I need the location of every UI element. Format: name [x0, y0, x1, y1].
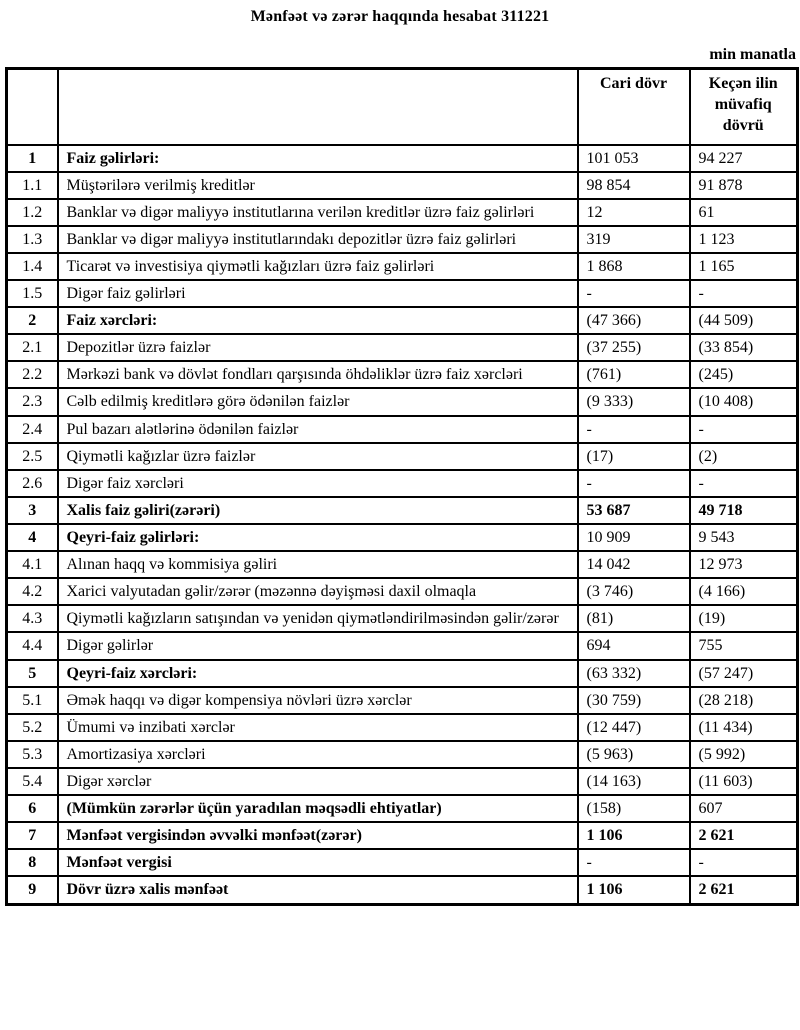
row-label-cell: Cəlb edilmiş kreditlərə görə ödənilən faizlər [58, 388, 578, 415]
row-previous-cell: - [690, 470, 798, 497]
row-label-cell: Faiz gəlirləri: [58, 145, 578, 172]
table-row [7, 687, 798, 714]
row-previous-cell: 12 973 [690, 551, 798, 578]
row-number-cell: 1.4 [7, 253, 58, 280]
row-number-cell: 2.6 [7, 470, 58, 497]
row-current-cell: (14 163) [578, 768, 690, 795]
pnl-table-body [7, 145, 798, 905]
row-number-cell: 8 [7, 849, 58, 876]
table-row [7, 226, 798, 253]
row-number-cell: 9 [7, 876, 58, 904]
pnl-table [5, 67, 799, 906]
row-label-cell: Amortizasiya xərcləri [58, 741, 578, 768]
row-previous-cell: 91 878 [690, 172, 798, 199]
row-current-cell: (9 333) [578, 388, 690, 415]
row-current-cell: (30 759) [578, 687, 690, 714]
row-previous-cell: (57 247) [690, 660, 798, 687]
table-row [7, 795, 798, 822]
table-row [7, 497, 798, 524]
table-row [7, 361, 798, 388]
row-label-cell: Depozitlər üzrə faizlər [58, 334, 578, 361]
row-label-cell: Banklar və digər maliyyə institutlarındakı depozitlər üzrə faiz gəlirləri [58, 226, 578, 253]
row-label-cell: Digər gəlirlər [58, 632, 578, 659]
row-current-cell: 10 909 [578, 524, 690, 551]
row-current-cell: (5 963) [578, 741, 690, 768]
row-current-cell: 12 [578, 199, 690, 226]
row-label-cell: Mənfəət vergisi [58, 849, 578, 876]
table-row [7, 876, 798, 904]
row-label-cell: Qiymətli kağızlar üzrə faizlər [58, 443, 578, 470]
row-label-cell: Ümumi və inzibati xərclər [58, 714, 578, 741]
row-label-cell: Alınan haqq və kommisiya gəliri [58, 551, 578, 578]
row-label-cell: Xarici valyutadan gəlir/zərər (məzənnə dəyişməsi daxil olmaqla [58, 578, 578, 605]
table-row [7, 470, 798, 497]
row-previous-cell: (11 603) [690, 768, 798, 795]
header-number-cell [7, 69, 58, 145]
row-current-cell: 694 [578, 632, 690, 659]
row-previous-cell: 49 718 [690, 497, 798, 524]
row-number-cell: 1.1 [7, 172, 58, 199]
row-previous-cell: (28 218) [690, 687, 798, 714]
page-title: Mənfəət və zərər haqqında hesabat 311221 [250, 8, 550, 25]
row-number-cell: 2.1 [7, 334, 58, 361]
table-row [7, 280, 798, 307]
row-number-cell: 2.4 [7, 416, 58, 443]
row-current-cell: (47 366) [578, 307, 690, 334]
row-previous-cell: 1 165 [690, 253, 798, 280]
header-previous-period-cell: Keçən ilin müvafiq dövrü [690, 69, 798, 145]
row-number-cell: 4.1 [7, 551, 58, 578]
row-label-cell: Qiymətli kağızların satışından və yenidən qiymətləndirilməsindən gəlir/zərər [58, 605, 578, 632]
row-number-cell: 1.2 [7, 199, 58, 226]
row-current-cell: - [578, 849, 690, 876]
row-number-cell: 5.4 [7, 768, 58, 795]
table-row [7, 307, 798, 334]
table-row [7, 199, 798, 226]
table-row [7, 714, 798, 741]
row-label-cell: Ticarət və investisiya qiymətli kağızları üzrə faiz gəlirləri [58, 253, 578, 280]
row-number-cell: 3 [7, 497, 58, 524]
row-current-cell: (158) [578, 795, 690, 822]
row-previous-cell: (5 992) [690, 741, 798, 768]
table-row [7, 443, 798, 470]
row-label-cell: Əmək haqqı və digər kompensiya növləri üzrə xərclər [58, 687, 578, 714]
row-number-cell: 5.1 [7, 687, 58, 714]
row-number-cell: 1 [7, 145, 58, 172]
row-previous-cell: 755 [690, 632, 798, 659]
table-row [7, 416, 798, 443]
row-previous-cell: - [690, 280, 798, 307]
row-previous-cell: (11 434) [690, 714, 798, 741]
row-label-cell: Mərkəzi bank və dövlət fondları qarşısında öhdəliklər üzrə faiz xərcləri [58, 361, 578, 388]
row-current-cell: - [578, 280, 690, 307]
row-current-cell: 101 053 [578, 145, 690, 172]
table-row [7, 660, 798, 687]
header-label-cell [58, 69, 578, 145]
row-number-cell: 5.2 [7, 714, 58, 741]
table-row [7, 551, 798, 578]
row-label-cell: Qeyri-faiz xərcləri: [58, 660, 578, 687]
row-previous-cell: - [690, 849, 798, 876]
row-number-cell: 5.3 [7, 741, 58, 768]
row-number-cell: 4.3 [7, 605, 58, 632]
row-number-cell: 5 [7, 660, 58, 687]
row-current-cell: 1 106 [578, 822, 690, 849]
table-row [7, 524, 798, 551]
table-row [7, 768, 798, 795]
row-number-cell: 2.3 [7, 388, 58, 415]
row-label-cell: Qeyri-faiz gəlirləri: [58, 524, 578, 551]
row-previous-cell: (2) [690, 443, 798, 470]
row-current-cell: - [578, 470, 690, 497]
row-number-cell: 4.2 [7, 578, 58, 605]
row-label-cell: Banklar və digər maliyyə institutlarına verilən kreditlər üzrə faiz gəlirləri [58, 199, 578, 226]
row-current-cell: (17) [578, 443, 690, 470]
row-current-cell: (63 332) [578, 660, 690, 687]
table-row [7, 822, 798, 849]
row-label-cell: Digər faiz xərcləri [58, 470, 578, 497]
row-current-cell: (12 447) [578, 714, 690, 741]
row-label-cell: Digər xərclər [58, 768, 578, 795]
row-number-cell: 4.4 [7, 632, 58, 659]
row-previous-cell: 61 [690, 199, 798, 226]
row-number-cell: 2 [7, 307, 58, 334]
row-number-cell: 2.2 [7, 361, 58, 388]
row-current-cell: 1 106 [578, 876, 690, 904]
row-number-cell: 4 [7, 524, 58, 551]
row-previous-cell: (19) [690, 605, 798, 632]
header-row [7, 69, 798, 145]
row-number-cell: 6 [7, 795, 58, 822]
row-label-cell: Xalis faiz gəliri(zərəri) [58, 497, 578, 524]
table-row [7, 605, 798, 632]
unit-label: min manatla [709, 46, 796, 63]
pnl-table-header [7, 69, 798, 145]
row-current-cell: - [578, 416, 690, 443]
row-number-cell: 1.3 [7, 226, 58, 253]
row-label-cell: Faiz xərcləri: [58, 307, 578, 334]
row-previous-cell: 1 123 [690, 226, 798, 253]
row-previous-cell: 2 621 [690, 876, 798, 904]
row-previous-cell: 2 621 [690, 822, 798, 849]
table-row [7, 578, 798, 605]
row-previous-cell: (33 854) [690, 334, 798, 361]
row-current-cell: 98 854 [578, 172, 690, 199]
row-previous-cell: - [690, 416, 798, 443]
row-label-cell: (Mümkün zərərlər üçün yaradılan məqsədli ehtiyatlar) [58, 795, 578, 822]
row-current-cell: (761) [578, 361, 690, 388]
table-row [7, 632, 798, 659]
row-label-cell: Pul bazarı alətlərinə ödənilən faizlər [58, 416, 578, 443]
row-current-cell: (81) [578, 605, 690, 632]
table-row [7, 388, 798, 415]
table-row [7, 849, 798, 876]
row-previous-cell: 607 [690, 795, 798, 822]
row-previous-cell: (245) [690, 361, 798, 388]
table-row [7, 741, 798, 768]
row-current-cell: 53 687 [578, 497, 690, 524]
row-current-cell: 14 042 [578, 551, 690, 578]
row-number-cell: 2.5 [7, 443, 58, 470]
row-number-cell: 7 [7, 822, 58, 849]
row-label-cell: Mənfəət vergisindən əvvəlki mənfəət(zərər) [58, 822, 578, 849]
row-current-cell: (3 746) [578, 578, 690, 605]
table-row [7, 145, 798, 172]
row-previous-cell: (44 509) [690, 307, 798, 334]
row-label-cell: Dövr üzrə xalis mənfəət [58, 876, 578, 904]
row-current-cell: 319 [578, 226, 690, 253]
row-label-cell: Müştərilərə verilmiş kreditlər [58, 172, 578, 199]
table-row [7, 253, 798, 280]
row-previous-cell: (10 408) [690, 388, 798, 415]
row-previous-cell: 94 227 [690, 145, 798, 172]
row-label-cell: Digər faiz gəlirləri [58, 280, 578, 307]
row-previous-cell: (4 166) [690, 578, 798, 605]
header-current-period-cell: Cari dövr [578, 69, 690, 145]
row-previous-cell: 9 543 [690, 524, 798, 551]
table-row [7, 172, 798, 199]
row-current-cell: (37 255) [578, 334, 690, 361]
row-current-cell: 1 868 [578, 253, 690, 280]
row-number-cell: 1.5 [7, 280, 58, 307]
table-row [7, 334, 798, 361]
